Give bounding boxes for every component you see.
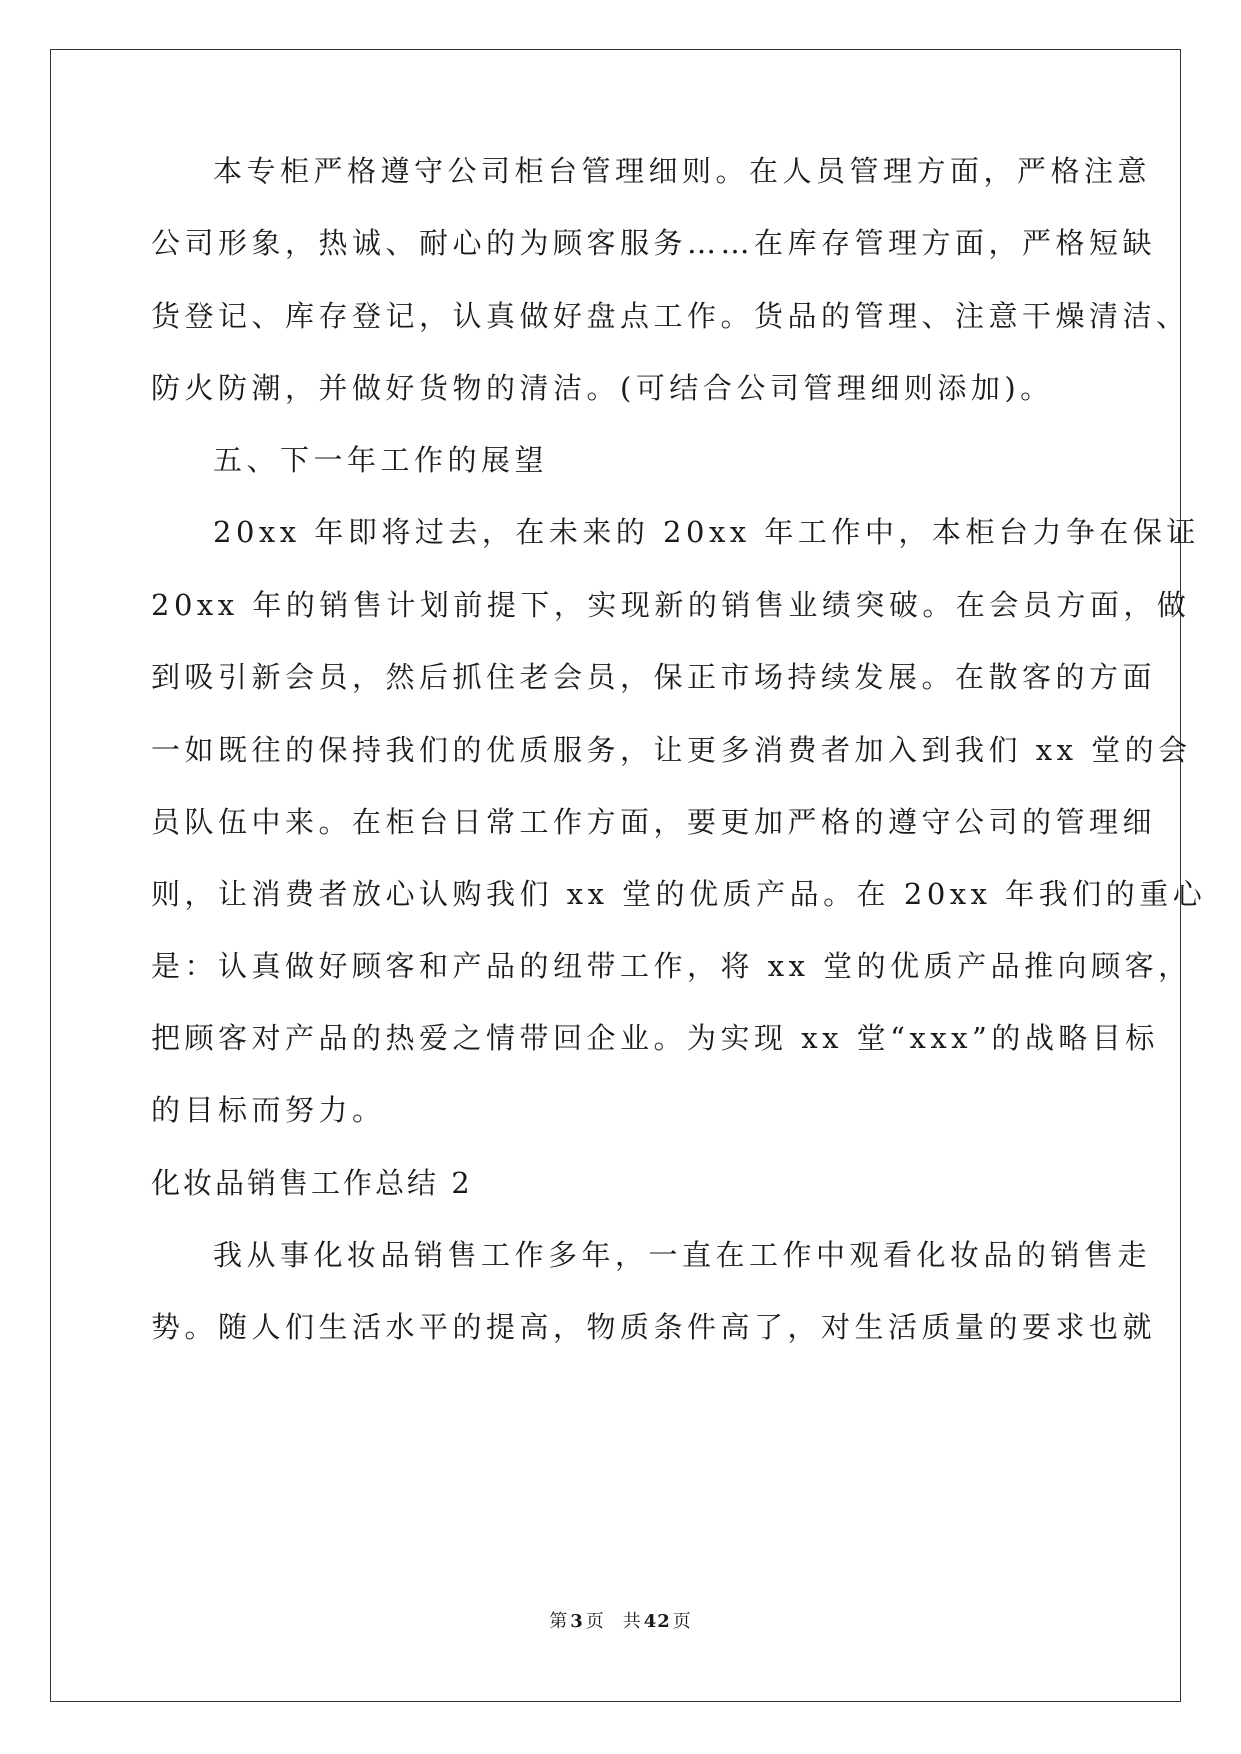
section-heading: 五、下一年工作的展望 <box>213 443 549 477</box>
total-pages-suffix: 页 <box>672 1611 692 1632</box>
page-footer <box>0 1610 1241 1634</box>
paragraph-line: 到吸引新会员，然后抓住老会员，保正市场持续发展。在散客的方面 <box>151 660 1157 694</box>
page-number-prefix: 第 <box>549 1611 569 1632</box>
paragraph-line: 把顾客对产品的热爱之情带回企业。为实现 xx 堂“xxx”的战略目标 <box>151 1021 1159 1055</box>
paragraph-line: 一如既往的保持我们的优质服务，让更多消费者加入到我们 xx 堂的会 <box>151 733 1192 767</box>
paragraph-line: 势。随人们生活水平的提高，物质条件高了，对生活质量的要求也就 <box>151 1310 1157 1344</box>
paragraph-line: 防火防潮，并做好货物的清洁。(可结合公司管理细则添加)。 <box>151 371 1054 405</box>
document-section-title: 化妆品销售工作总结 2 <box>151 1166 473 1200</box>
paragraph-line: 则，让消费者放心认购我们 xx 堂的优质产品。在 20xx 年我们的重心 <box>151 877 1207 911</box>
total-page-count: 42 <box>643 1611 671 1632</box>
page-number-suffix: 页 <box>585 1611 605 1632</box>
paragraph-line: 本专柜严格遵守公司柜台管理细则。在人员管理方面，严格注意 <box>213 154 1152 188</box>
total-pages-prefix: 共 <box>622 1611 642 1632</box>
paragraph-line: 我从事化妆品销售工作多年，一直在工作中观看化妆品的销售走 <box>213 1238 1152 1272</box>
paragraph-line: 20xx 年即将过去，在未来的 20xx 年工作中，本柜台力争在保证 <box>213 515 1200 549</box>
paragraph-line: 是：认真做好顾客和产品的纽带工作，将 xx 堂的优质产品推向顾客， <box>151 949 1192 983</box>
current-page-number: 3 <box>570 1611 584 1632</box>
paragraph-line: 员队伍中来。在柜台日常工作方面，要更加严格的遵守公司的管理细 <box>151 805 1157 839</box>
paragraph-line: 公司形象，热诚、耐心的为顾客服务……在库存管理方面，严格短缺 <box>151 226 1157 260</box>
paragraph-line: 20xx 年的销售计划前提下，实现新的销售业绩突破。在会员方面，做 <box>151 588 1191 622</box>
paragraph-line: 货登记、库存登记，认真做好盘点工作。货品的管理、注意干燥清洁、 <box>151 299 1190 333</box>
paragraph-line: 的目标而努力。 <box>151 1093 386 1127</box>
